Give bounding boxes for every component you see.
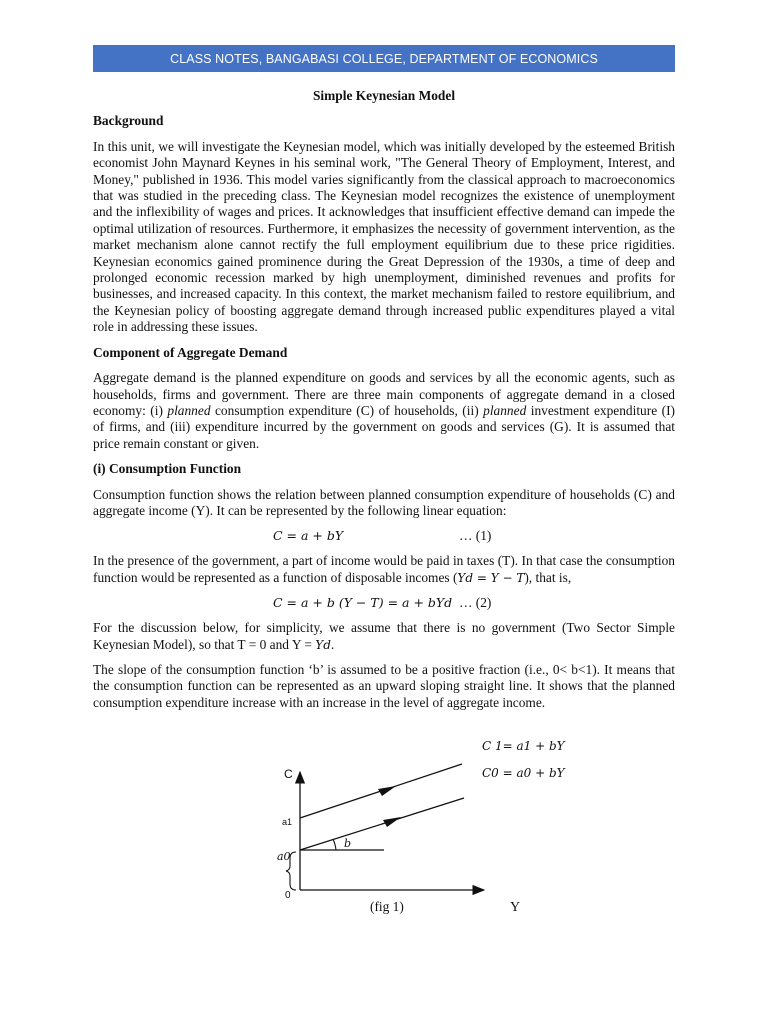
equation-2-number: … (2): [459, 595, 492, 611]
slope-b-label: b: [344, 837, 352, 850]
heading-aggregate-demand: Component of Aggregate Demand: [93, 344, 288, 360]
para-government-taxes: In the presence of the government, a part of income would be paid in taxes (T). In that case the consumption function would be represented as a function of disposable incomes (Yd = Y − T), that is,: [93, 553, 675, 585]
equation-c0-label: C0 = a0 + bY: [482, 766, 565, 780]
origin-label: 0: [285, 890, 291, 901]
para-two-sector: For the discussion below, for simplicity, we assume that there is no government (Two Sector Simple Keynesian Model), so that T = 0 and Y = Yd.: [93, 620, 675, 652]
disposable-income-def: Yd = Y − T: [457, 570, 525, 585]
header-banner: CLASS NOTES, BANGABASI COLLEGE, DEPARTMENT OF ECONOMICS: [93, 45, 675, 72]
y-axis-label: C: [284, 767, 293, 781]
para-slope: The slope of the consumption function ‘b’ is assumed to be a positive fraction (i.e., 0< b<1). It means that the consumption function can be represented as an upward sloping straight line. It shows that the planned consumption expenditure increase with an increase in the level of aggregate income.: [93, 661, 675, 710]
equation-c1-label: C 1= a1 + bY: [482, 739, 565, 753]
figure-caption: (fig 1): [370, 899, 404, 914]
heading-consumption-function: (i) Consumption Function: [93, 461, 242, 477]
x-axis-label: Y: [510, 900, 521, 915]
slope-angle-arc: [333, 839, 336, 850]
heading-background: Background: [93, 113, 164, 129]
intercept-a0-label: a0: [277, 850, 291, 863]
equation-2-expr: C = a + b (Y − T) = a + bYd: [273, 595, 453, 611]
doc-title: Simple Keynesian Model: [312, 88, 456, 103]
consumption-line-c1-arrow: [378, 786, 396, 796]
para-aggregate-demand: Aggregate demand is the planned expenditure on goods and services by all the economic agents, such as households, firms and government. There are three main components of aggregate demand in a closed economy: (i) planned consumption expenditure (C) of households, (ii) planned investment expenditure (I) of firms, and (iii) expenditure incurred by the government on goods and services (G). It is assumed that price remain constant or given.: [93, 370, 676, 451]
equation-1-expr: C = a + bY: [273, 528, 344, 544]
consumption-line-c0-arrow: [383, 817, 401, 827]
equation-1-number: … (1): [459, 528, 492, 544]
para-background: In this unit, we will investigate the Keynesian model, which was initially developed by the esteemed British economist John Maynard Keynes in his seminal work, "The General Theory of Employment, Interest, and Money," published in 1936. This model varies significantly from the classical approach to macroeconomics that was studied in the preceding class. The Keynesian model recognizes the existence of unemployment and the inflexibility of wages and prices. It acknowledges that insufficient effective demand can impede the optimal utilization of resources. Furthermore, it emphasizes the necessity of government intervention, as the market mechanism alone cannot rectify the full employment equilibrium due to these price rigidities. Keynesian economics gained prominence during the Great Depression of the 1930s, a time of deep and prolonged economic recession marked by high unemployment, diminished revenues and profits for businesses, and increased capacity. In this context, the market mechanism failed to restore equilibrium, and the Keynesian policy of boosting aggregate demand through increased public expenditures played a vital role in addressing these issues.: [93, 138, 675, 335]
disposable-income-symbol: Yd: [315, 637, 331, 652]
intercept-a1-label: a1: [282, 817, 293, 827]
para-consumption-intro: Consumption function shows the relation between planned consumption expenditure of households (C) and aggregate income (Y). It can be represented by the following linear equation:: [93, 486, 675, 518]
consumption-line-c0: [300, 798, 464, 850]
